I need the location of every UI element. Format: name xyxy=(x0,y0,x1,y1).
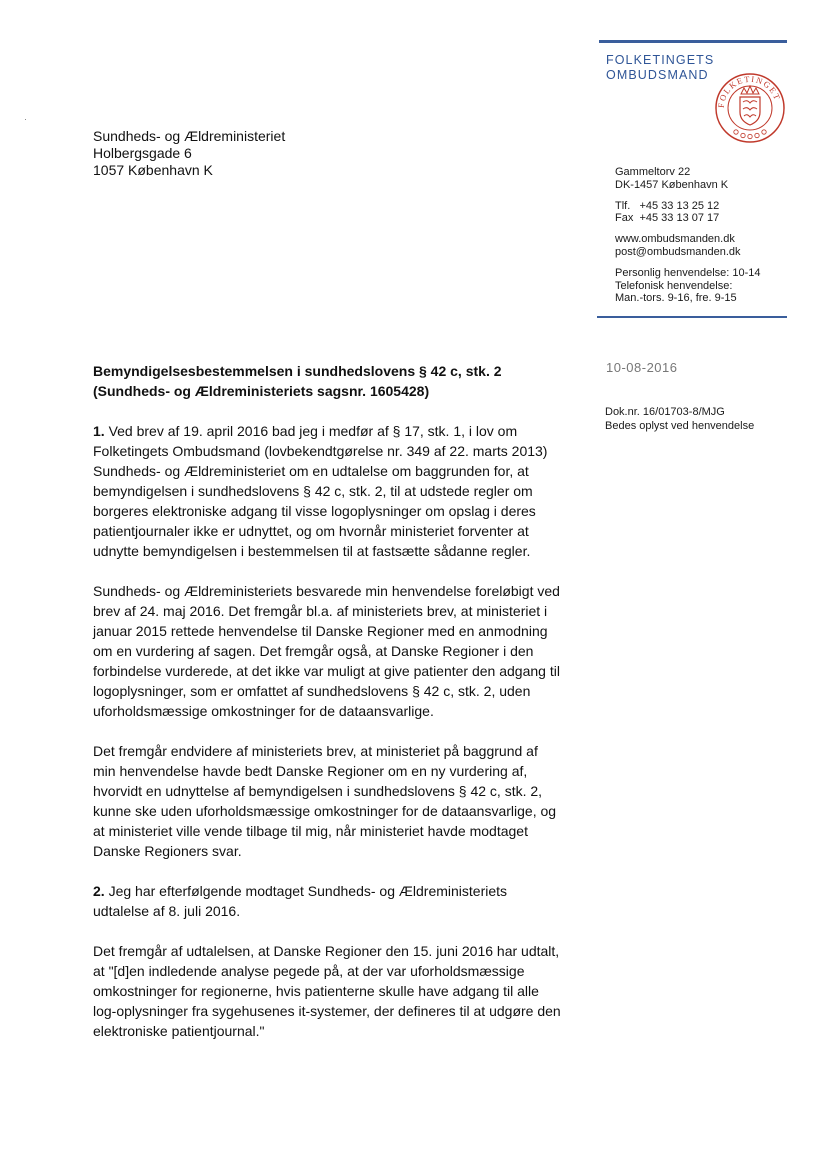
section-number: 2. xyxy=(93,883,105,899)
recipient-street: Holbergsgade 6 xyxy=(93,145,192,161)
institution-name-line2: OMBUDSMAND xyxy=(606,68,709,82)
document-reference-note: Bedes oplyst ved henvendelse xyxy=(605,419,755,432)
body-paragraph-3 xyxy=(93,741,561,861)
document-reference xyxy=(605,406,754,433)
body-paragraph-5 xyxy=(93,941,561,1041)
letter-body xyxy=(93,361,561,1061)
sender-street: Gammeltorv 22 xyxy=(615,166,691,178)
recipient-address xyxy=(93,128,285,179)
paragraph-text: Sundheds- og Ældreministeriets besvarede min henvendelse foreløbigt ved brev af 24. maj 2016. Det fremgår bl.a. af ministeriets brev, at ministeriet i januar 2015 rettede henvendelse til Danske Regioner med en anmodning om en vurdering af sagen. Det fremgår også, at Danske Regioner i den forbindelse vurderede, at det ikke var muligt at give patienter den adgang til logoplysninger, som er omfattet af sundhedslovens § 42 c, stk. 2, uden uforholdsmæssige omkostninger for de dataansvarlige. xyxy=(93,583,560,719)
body-paragraph-2 xyxy=(93,581,561,721)
personal-hours: Personlig henvendelse: 10-14 xyxy=(615,266,761,279)
letter-date: 10-08-2016 xyxy=(606,360,678,375)
svg-text:FOLKETINGET xyxy=(716,74,783,108)
institution-name xyxy=(606,53,714,83)
header-rule-top xyxy=(599,40,787,43)
sender-fax: Fax +45 33 13 07 17 xyxy=(615,212,720,225)
sender-website-link[interactable]: www.ombudsmanden.dk xyxy=(615,233,735,246)
section-number: 1. xyxy=(93,423,105,439)
ombudsman-seal-icon xyxy=(714,72,786,144)
recipient-city: 1057 København K xyxy=(93,162,213,178)
body-paragraph-4 xyxy=(93,881,561,921)
sender-phone: Tlf. +45 33 13 25 12 xyxy=(615,199,720,212)
phone-hours: Man.-tors. 9-16, fre. 9-15 xyxy=(615,292,737,305)
phone-hours-label: Telefonisk henvendelse: xyxy=(615,279,733,292)
paragraph-text: Ved brev af 19. april 2016 bad jeg i medfør af § 17, stk. 1, i lov om Folketingets Ombudsmand (lovbekendtgørelse nr. 349 af 22. marts 2013) Sundheds- og Ældreministeriet om en udtalelse om baggrunden for, at bemyndigelsen i sundhedslovens § 42 c, stk. 2, til at udstede regler om borgeres elektroniske adgang til visse logoplysninger om opslag i deres patientjournaler ikke er udnyttet, og om hvornår ministeriet forventer at udnytte bemyndigelsen i bestemmelsen til at fastsætte sådanne regler. xyxy=(93,423,548,559)
sender-contact-block xyxy=(615,166,761,305)
margin-mark: · xyxy=(24,114,27,124)
paragraph-text: Det fremgår af udtalelsen, at Danske Regioner den 15. juni 2016 har udtalt, at "[d]en indledende analyse pegede på, at der var uforholdsmæssige omkostninger for regionerne, hvis patienterne skulle have adgang til alle log-oplysninger fra sygehusenes it-systemer, der defineres til at udgøre den elektroniske patientjournal." xyxy=(93,943,561,1039)
letter-subject: Bemyndigelsesbestemmelsen i sundhedslovens § 42 c, stk. 2 (Sundheds- og Ældreministeriets sagsnr. 1605428) xyxy=(93,363,502,399)
sender-city: DK-1457 København K xyxy=(615,178,729,191)
sender-email-link[interactable]: post@ombudsmanden.dk xyxy=(615,245,741,258)
seal-lettering: FOLKETINGET xyxy=(715,73,783,109)
paragraph-text: Jeg har efterfølgende modtaget Sundheds- og Ældreministeriets udtalelse af 8. juli 2016. xyxy=(93,883,508,919)
paragraph-text: Det fremgår endvidere af ministeriets brev, at ministeriet på baggrund af min henvendelse havde bedt Danske Regioner om en ny vurdering af, hvorvidt en udnyttelse af bemyndigelsen i sundhedslovens § 42 c, stk. 2, kunne ske uden uforholdsmæssige omkostninger for de dataansvarlige, og at ministeriet ville vende tilbage til mig, når ministeriet havde modtaget Danske Regioners svar. xyxy=(93,743,557,859)
body-paragraph-1 xyxy=(93,421,561,561)
institution-name-line1: FOLKETINGETS xyxy=(606,53,715,67)
header-rule-bottom xyxy=(597,316,787,318)
document-number: Dok.nr. 16/01703-8/MJG xyxy=(605,406,725,418)
recipient-name: Sundheds- og Ældreministeriet xyxy=(93,128,286,144)
